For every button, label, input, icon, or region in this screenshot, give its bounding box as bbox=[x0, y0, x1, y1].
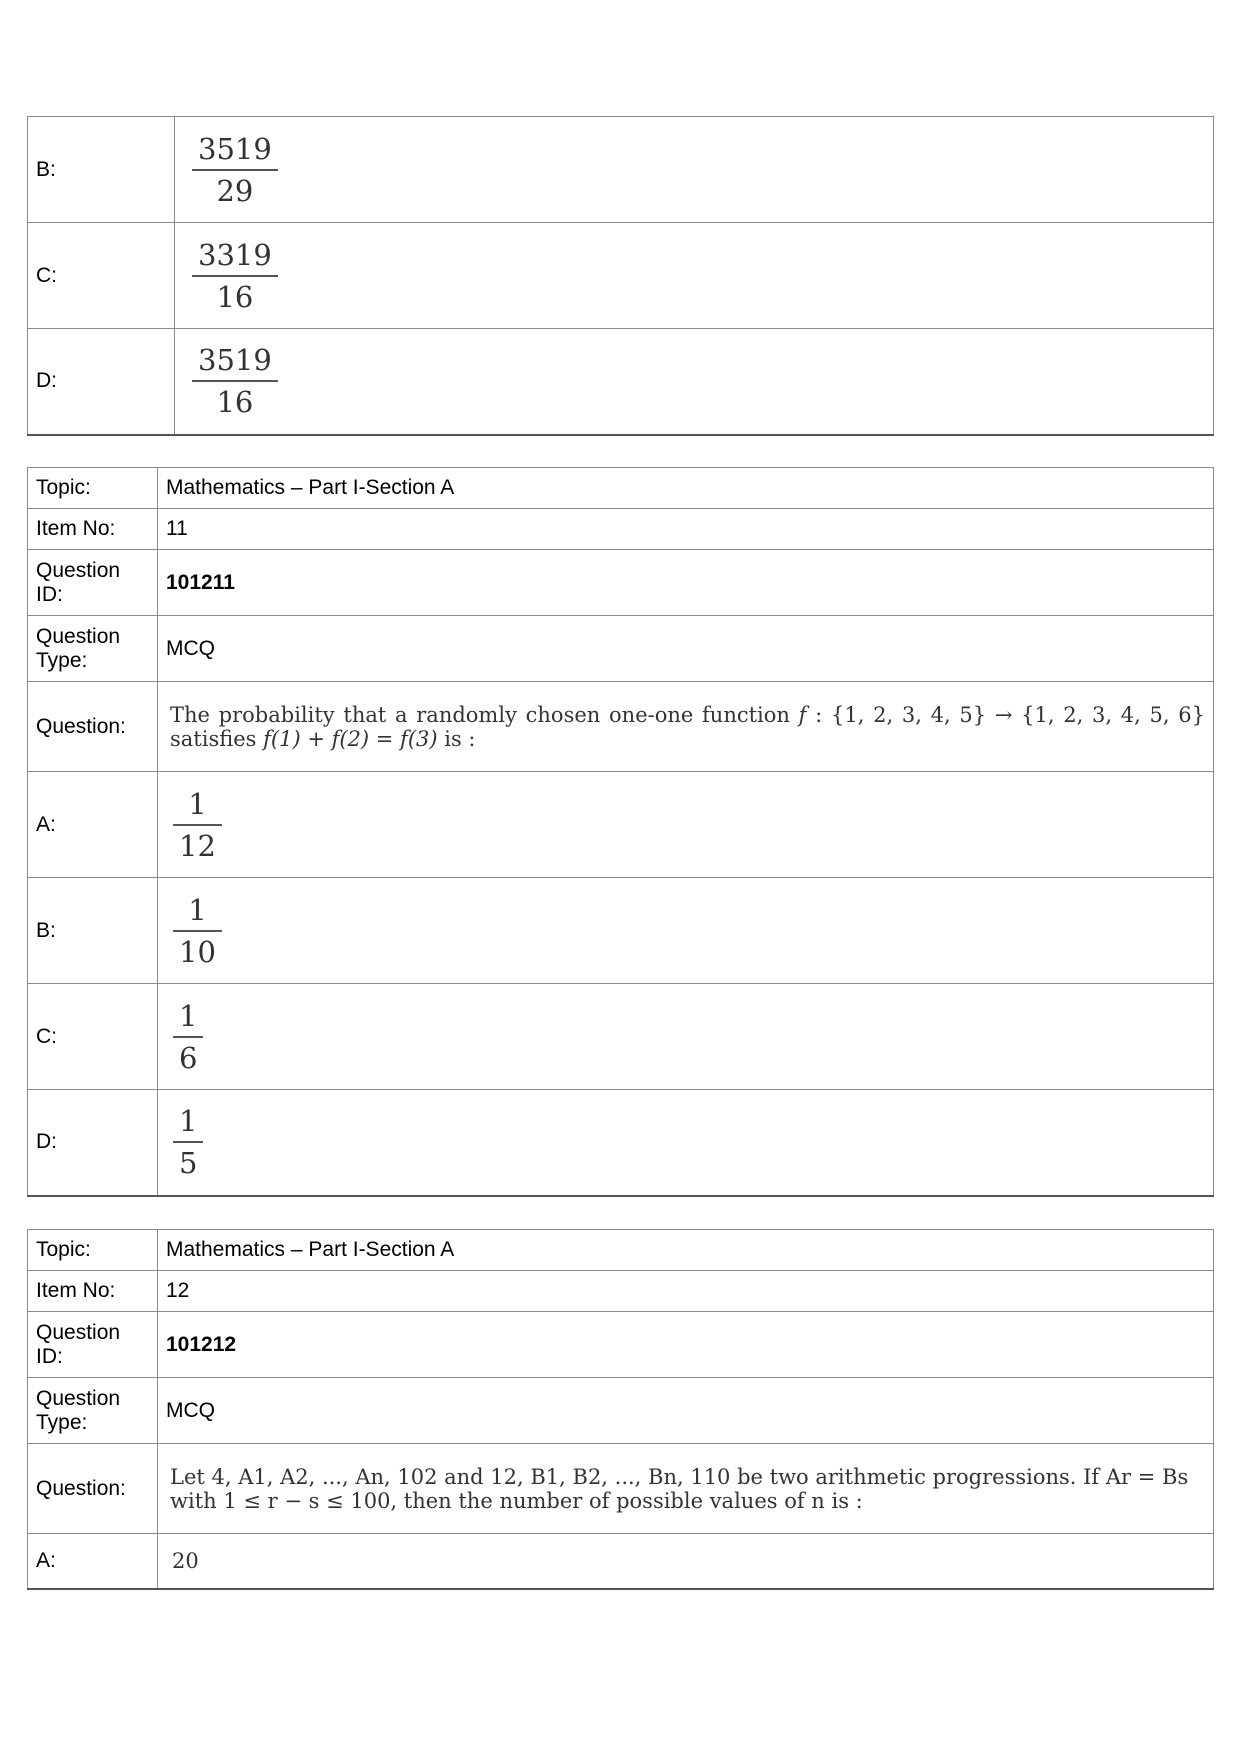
question-type-row bbox=[28, 616, 1214, 682]
option-label: D: bbox=[28, 329, 175, 435]
question-row bbox=[28, 1444, 1214, 1534]
option-row-a bbox=[28, 772, 1214, 878]
fraction-denominator: 16 bbox=[192, 275, 278, 315]
question-table-12 bbox=[27, 1229, 1214, 1590]
fraction-numerator: 1 bbox=[188, 786, 207, 821]
fraction-numerator: 1 bbox=[188, 892, 207, 927]
question-text: The probability that a randomly chosen one-one function f : {1, 2, 3, 4, 5} → {1, 2, 3, 4, 5, 6} satisfies f(1) + f(2) = f(3) is : bbox=[158, 682, 1214, 772]
question-type-value: MCQ bbox=[158, 616, 1214, 682]
question-id-label: Question ID: bbox=[28, 550, 158, 616]
question-text bbox=[158, 1444, 1214, 1534]
option-label: C: bbox=[28, 984, 158, 1090]
question-label: Question: bbox=[28, 682, 158, 772]
fraction-denominator: 5 bbox=[173, 1141, 203, 1181]
topic-row bbox=[28, 1230, 1214, 1271]
option-fraction bbox=[195, 237, 275, 315]
topic-row bbox=[28, 468, 1214, 509]
option-fraction bbox=[195, 131, 275, 209]
question-line-2: with 1 ≤ r − s ≤ 100, then the number of possible values of n is : bbox=[170, 1488, 863, 1513]
question-id-value: 101212 bbox=[158, 1312, 1214, 1378]
question-type-label: Question Type: bbox=[28, 1378, 158, 1444]
option-row-d bbox=[28, 1090, 1214, 1196]
topic-value: Mathematics – Part I-Section A bbox=[158, 1230, 1214, 1271]
question-id-row bbox=[28, 1312, 1214, 1378]
item-value: 11 bbox=[158, 509, 1214, 550]
option-label: A: bbox=[28, 1534, 158, 1589]
fraction-numerator: 1 bbox=[179, 998, 198, 1033]
option-label: B: bbox=[28, 117, 175, 223]
topic-label: Topic: bbox=[28, 468, 158, 509]
option-row-c bbox=[28, 984, 1214, 1090]
option-fraction bbox=[176, 998, 200, 1076]
fraction-numerator: 3319 bbox=[198, 237, 272, 272]
fraction-numerator: 3519 bbox=[198, 131, 272, 166]
fraction-denominator: 6 bbox=[173, 1036, 203, 1076]
option-label: D: bbox=[28, 1090, 158, 1196]
question-label: Question: bbox=[28, 1444, 158, 1534]
option-label: B: bbox=[28, 878, 158, 984]
item-row bbox=[28, 1271, 1214, 1312]
question-row bbox=[28, 682, 1214, 772]
option-label: A: bbox=[28, 772, 158, 878]
question-id-value: 101211 bbox=[158, 550, 1214, 616]
options-table-previous bbox=[27, 116, 1214, 436]
topic-label: Topic: bbox=[28, 1230, 158, 1271]
question-id-row bbox=[28, 550, 1214, 616]
option-label: C: bbox=[28, 223, 175, 329]
option-fraction bbox=[176, 892, 219, 970]
question-id-label: Question ID: bbox=[28, 1312, 158, 1378]
fraction-numerator: 3519 bbox=[198, 343, 272, 378]
option-fraction bbox=[195, 342, 275, 420]
fraction-numerator: 1 bbox=[179, 1104, 198, 1139]
question-line-1: Let 4, A1, A2, ..., An, 102 and 12, B1, B2, ..., Bn, 110 be two arithmetic progressions. If Ar = Bs bbox=[170, 1464, 1189, 1489]
fraction-denominator: 12 bbox=[173, 824, 222, 864]
fraction-denominator: 16 bbox=[192, 380, 278, 420]
option-row-b bbox=[28, 117, 1214, 223]
fraction-denominator: 10 bbox=[173, 930, 222, 970]
option-fraction bbox=[176, 786, 219, 864]
item-value: 12 bbox=[158, 1271, 1214, 1312]
item-label: Item No: bbox=[28, 1271, 158, 1312]
option-row-a bbox=[28, 1534, 1214, 1589]
option-fraction bbox=[176, 1103, 200, 1181]
question-type-row bbox=[28, 1378, 1214, 1444]
option-value: 20 bbox=[158, 1534, 1214, 1589]
item-label: Item No: bbox=[28, 509, 158, 550]
option-row-c bbox=[28, 223, 1214, 329]
question-table-11 bbox=[27, 467, 1214, 1197]
question-type-value: MCQ bbox=[158, 1378, 1214, 1444]
item-row bbox=[28, 509, 1214, 550]
fraction-denominator: 29 bbox=[192, 169, 278, 209]
question-type-label: Question Type: bbox=[28, 616, 158, 682]
option-row-b bbox=[28, 878, 1214, 984]
option-row-d bbox=[28, 329, 1214, 435]
topic-value: Mathematics – Part I-Section A bbox=[158, 468, 1214, 509]
